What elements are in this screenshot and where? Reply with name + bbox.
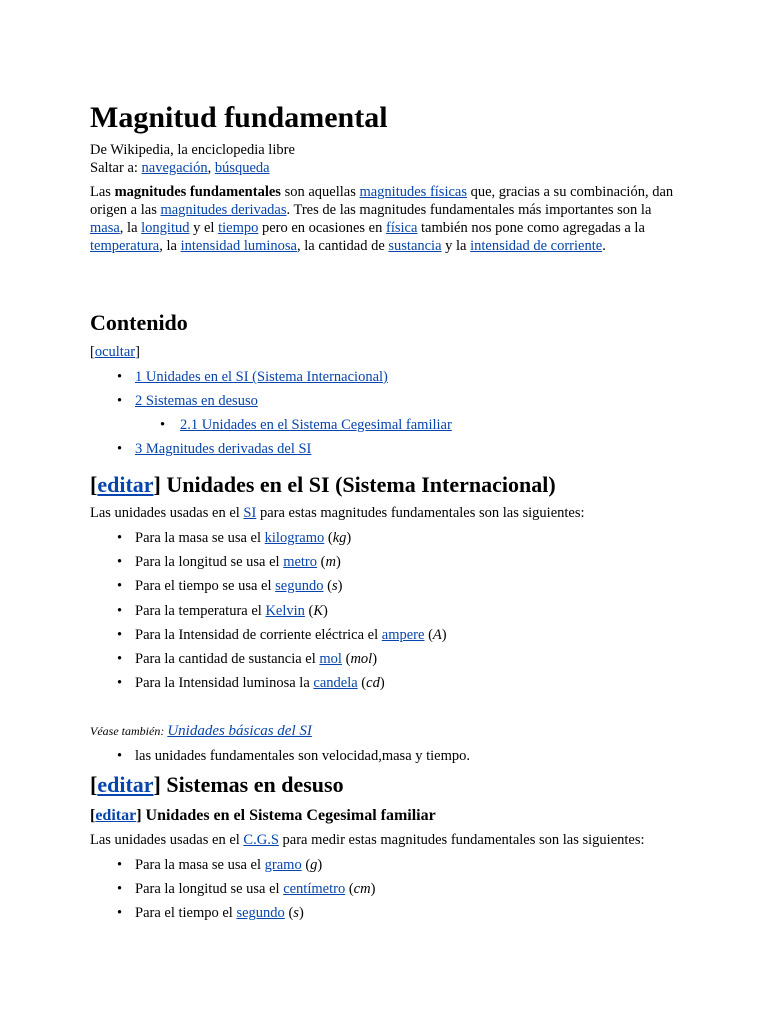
item-text: Para la temperatura el	[135, 602, 266, 619]
link-temperatura[interactable]: temperatura	[90, 238, 160, 254]
link-masa[interactable]: masa	[90, 220, 120, 236]
intro-text: para medir estas magnitudes fundamentales son las siguientes:	[278, 832, 645, 848]
unit-symbol: cm	[353, 881, 371, 898]
edit-link-section-2-1[interactable]: editar	[95, 807, 137, 824]
paren: )	[317, 857, 323, 873]
link-centimetro[interactable]: centímetro	[283, 881, 346, 898]
intro-text: . Tres de las magnitudes fundamentales más importantes son la	[286, 202, 652, 218]
paren: )	[346, 530, 352, 546]
list-item	[90, 880, 678, 898]
paren: )	[298, 905, 304, 922]
section-cgs-intro	[90, 831, 678, 849]
item-text: Para el tiempo se usa el	[135, 578, 276, 595]
see-also-label: Véase también:	[90, 724, 168, 738]
unit-symbol: s	[331, 578, 338, 595]
bullet: •	[160, 417, 166, 433]
paren: (	[357, 675, 367, 692]
unit-symbol: kg	[332, 530, 347, 546]
toc-link-2-1[interactable]: 2.1 Unidades en el Sistema Cegesimal familiar	[180, 417, 452, 433]
list-item	[90, 553, 678, 571]
edit-bracket: ]	[136, 807, 142, 824]
bullet: •	[117, 675, 123, 692]
paren: (	[324, 530, 333, 546]
bullet: •	[117, 554, 123, 571]
intro-text: .	[602, 238, 606, 254]
toc-toggle	[90, 343, 678, 361]
unit-symbol: A	[432, 626, 442, 643]
toc-link-3[interactable]: 3 Magnitudes derivadas del SI	[135, 441, 312, 457]
link-segundo-cgs[interactable]: segundo	[236, 905, 285, 922]
unit-symbol: K	[313, 602, 324, 619]
list-item	[90, 674, 678, 692]
intro-bold-term: magnitudes fundamentales	[114, 184, 281, 200]
intro-text: Las unidades usadas en el	[90, 832, 244, 848]
paren: )	[370, 881, 376, 898]
list-item	[90, 577, 678, 595]
intro-text: y la	[441, 238, 471, 254]
link-longitud[interactable]: longitud	[141, 220, 190, 236]
link-candela[interactable]: candela	[313, 675, 358, 692]
section-heading-desuso	[90, 771, 678, 799]
list-item	[90, 904, 678, 922]
paren: (	[341, 650, 351, 667]
bullet: •	[117, 905, 123, 922]
edit-link-section-1[interactable]: editar	[97, 472, 154, 497]
section-heading-si	[90, 471, 678, 499]
intro-text: , la cantidad de	[296, 238, 389, 254]
section-heading-cgs	[90, 806, 678, 826]
edit-bracket: [	[90, 472, 98, 497]
link-mol[interactable]: mol	[319, 650, 342, 667]
intro-text: para estas magnitudes fundamentales son las siguientes:	[256, 505, 585, 521]
bullet: •	[117, 602, 123, 619]
intro-text: pero en ocasiones en	[258, 220, 386, 236]
link-fisica[interactable]: física	[386, 220, 418, 236]
edit-link-section-2[interactable]: editar	[97, 772, 154, 797]
bullet: •	[117, 626, 123, 643]
see-also	[90, 722, 678, 740]
jump-links	[90, 159, 678, 177]
item-text: Para la longitud se usa el	[135, 554, 284, 571]
paren: )	[379, 675, 385, 692]
link-magnitudes-fisicas[interactable]: magnitudes físicas	[359, 184, 467, 200]
section-title: Unidades en el SI (Sistema Internacional)	[160, 472, 556, 497]
jump-search-link[interactable]: búsqueda	[214, 160, 270, 176]
edit-bracket: ]	[153, 772, 161, 797]
toc-link-1[interactable]: 1 Unidades en el SI (Sistema Internacional)	[135, 369, 388, 385]
link-sustancia[interactable]: sustancia	[388, 238, 442, 254]
edit-bracket: [	[90, 807, 96, 824]
item-text: Para la masa se usa el	[135, 857, 265, 873]
paren: (	[304, 602, 314, 619]
link-metro[interactable]: metro	[283, 554, 318, 571]
si-units-list	[90, 529, 678, 692]
toc-hide-link[interactable]: ocultar	[94, 344, 136, 360]
bullet: •	[117, 369, 123, 385]
bullet: •	[117, 881, 123, 898]
intro-text: Las	[90, 184, 115, 200]
item-text: Para la Intensidad luminosa la	[135, 675, 314, 692]
extra-list	[90, 747, 678, 765]
unit-symbol: mol	[350, 650, 373, 667]
paren: (	[323, 578, 332, 595]
link-intensidad-corriente[interactable]: intensidad de corriente	[470, 238, 603, 254]
list-item	[90, 602, 678, 620]
unit-symbol: g	[310, 857, 318, 873]
paren: )	[441, 626, 447, 643]
bullet: •	[117, 857, 123, 873]
toc-bracket: [	[90, 344, 95, 360]
jump-label: Saltar a:	[90, 160, 142, 176]
intro-text: , la	[119, 220, 142, 236]
link-intensidad-luminosa[interactable]: intensidad luminosa	[180, 238, 297, 254]
jump-navigation-link[interactable]: navegación	[141, 160, 208, 176]
paren: )	[323, 602, 328, 619]
item-text: Para el tiempo el	[135, 905, 237, 922]
link-ampere[interactable]: ampere	[381, 626, 425, 643]
jump-separator: ,	[207, 160, 215, 176]
bullet: •	[117, 578, 123, 595]
intro-paragraph	[90, 183, 678, 255]
link-magnitudes-derivadas[interactable]: magnitudes derivadas	[160, 202, 287, 218]
intro-text: que, gracias a su combinación, dan origen a las	[90, 184, 674, 218]
paren: (	[317, 554, 326, 571]
item-text: Para la Intensidad de corriente eléctrica el	[135, 626, 382, 643]
paren: )	[335, 554, 341, 571]
edit-bracket: [	[90, 772, 98, 797]
bullet: •	[117, 393, 123, 409]
link-unidades-basicas-si[interactable]: Unidades básicas del SI	[167, 723, 312, 739]
toc-item	[90, 440, 678, 458]
toc-item	[90, 416, 678, 434]
item-text: Para la masa se usa el	[135, 530, 265, 546]
bullet: •	[117, 441, 123, 457]
link-si[interactable]: SI	[243, 505, 257, 521]
toc-item	[90, 368, 678, 386]
section-si-intro	[90, 504, 678, 522]
site-sub: De Wikipedia, la enciclopedia libre	[90, 142, 295, 158]
bullet: •	[117, 530, 123, 546]
toc-item	[90, 392, 678, 410]
link-kilogramo[interactable]: kilogramo	[264, 530, 325, 546]
paren: (	[345, 881, 354, 898]
edit-bracket: ]	[153, 472, 161, 497]
paren: (	[424, 626, 433, 643]
link-tiempo[interactable]: tiempo	[218, 220, 259, 236]
cgs-units-list	[90, 856, 678, 922]
bullet: •	[117, 650, 123, 667]
paren: )	[337, 578, 343, 595]
paren: (	[284, 905, 294, 922]
toc-bracket: ]	[135, 344, 140, 360]
unit-symbol: cd	[366, 675, 380, 692]
link-gramo[interactable]: gramo	[264, 857, 302, 873]
intro-text: y el	[189, 220, 219, 236]
paren: )	[372, 650, 378, 667]
list-item	[90, 626, 678, 644]
list-item	[90, 747, 678, 765]
toc-list	[90, 368, 678, 458]
link-cgs[interactable]: C.G.S	[243, 832, 279, 848]
item-text: Para la cantidad de sustancia el	[135, 650, 320, 667]
list-item	[90, 650, 678, 668]
page-title: Magnitud fundamental	[90, 101, 388, 134]
bullet: •	[117, 748, 123, 764]
toc-title: Contenido	[90, 310, 188, 335]
list-item	[90, 529, 678, 547]
section-title: Sistemas en desuso	[160, 772, 344, 797]
intro-text: también nos pone como agregadas a la	[417, 220, 645, 236]
toc-link-2[interactable]: 2 Sistemas en desuso	[135, 393, 258, 409]
section-title: Unidades en el Sistema Cegesimal familiar	[141, 807, 436, 824]
item-text: Para la longitud se usa el	[135, 881, 284, 898]
link-kelvin[interactable]: Kelvin	[265, 602, 305, 619]
unit-symbol: m	[325, 554, 336, 571]
unit-symbol: s	[293, 905, 299, 922]
list-item	[90, 856, 678, 874]
intro-text: Las unidades usadas en el	[90, 505, 244, 521]
item-text: las unidades fundamentales son velocidad,masa y tiempo.	[135, 748, 471, 764]
paren: (	[301, 857, 311, 873]
intro-text: son aquellas	[280, 184, 360, 200]
intro-text: , la	[159, 238, 181, 254]
link-segundo[interactable]: segundo	[275, 578, 324, 595]
